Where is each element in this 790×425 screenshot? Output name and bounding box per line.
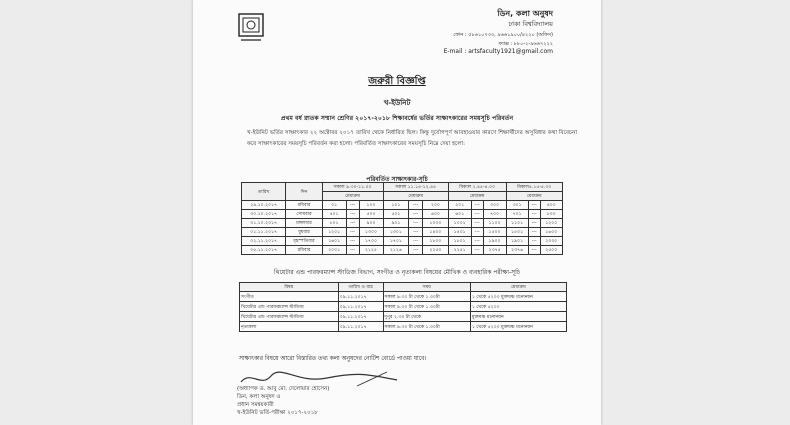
col-slot: বিকাল ২.৪৫-৪.০০: [448, 183, 506, 192]
unit-title: খ-ইউনিট: [383, 99, 411, 107]
cell-subject: নৃত্যকলা: [240, 322, 339, 332]
table-row: [242, 228, 563, 237]
merit-cell: ---: [346, 246, 359, 255]
practical-exam-table: [239, 282, 567, 332]
table-row: [242, 246, 563, 255]
merit-cell: ১০০০: [423, 219, 449, 228]
merit-cell: ১৮০১: [448, 237, 471, 246]
col-subject: বিষয়: [240, 283, 339, 292]
merit-cell: ---: [409, 201, 423, 210]
fax-line: ফ্যাক্স : ৮৮০-২-৯৬৬৭২২২: [498, 41, 553, 47]
signatory-role: ডিন, কলা অনুষদ ও: [237, 394, 281, 400]
row-day: রবিবার: [286, 201, 322, 210]
signatory-role-2: প্রধান সমন্বয়কারী: [237, 402, 274, 408]
merit-cell: ৫০১: [383, 210, 409, 219]
merit-cell: ---: [528, 201, 540, 210]
university-name: ঢাকা বিশ্ববিদ্যালয়: [508, 20, 553, 28]
headline: প্রথম বর্ষ স্নাতক সম্মান শ্রেণির ২০১৭-২০১৮ শিক্ষাবর্ষের ভর্তির সাক্ষাৎকারের সময়সূচি পরিবর্তন: [280, 115, 514, 122]
merit-cell: ৩০০: [483, 201, 506, 210]
row-day: বৃহস্পতিবার: [286, 237, 322, 246]
table-row: [240, 302, 567, 312]
merit-cell: ১৪০০: [423, 228, 449, 237]
merit-cell: ১৭০১: [383, 237, 409, 246]
col-merit: মেধাক্রম: [470, 283, 566, 292]
merit-cell: ৮০০: [540, 210, 562, 219]
row-day: মঙ্গলবার: [286, 219, 322, 228]
table-row: [242, 201, 563, 210]
merit-cell: ১৬০১: [322, 237, 346, 246]
row-day: সোমবার: [286, 210, 322, 219]
merit-cell: ১০০১: [448, 219, 471, 228]
phone-line: ফোন : ৫৮৬১০৭৩৩, ৯৬৬১৯০০/৪২২০ (অফিস): [453, 32, 553, 38]
table-row: [240, 292, 567, 302]
notice-title: জরুরী বিজ্ঞপ্তি: [368, 76, 426, 87]
merit-cell: ১৭০০: [359, 237, 383, 246]
merit-cell: ৫০০: [359, 210, 383, 219]
notice-paragraph: খ-ইউনিট ভর্তির সাক্ষাৎকার ২২ অক্টোবর ২০১৭ তারিখ থেকে নির্ধারিত ছিল। কিন্তু দুর্যোগপূর্ণ আবহাওয়ার কারণে শিক্ষার্থীদের অসুবিধার কথা বিবেচনা করে সাক্ষাৎকারের সময়সূচি পরিবর্তন করা হলো। পরিবর্তিত সাক্ষাৎকারের সময়সূচি নিম্নে দেয়া হলো:: [247, 130, 577, 147]
cell-date: ০৯.১১.২০১৭: [338, 312, 383, 322]
cell-date: ০৯.১১.২০১৭: [338, 292, 383, 302]
schedule-caption: পরিবর্তিত সাক্ষাৎকার-সূচি: [366, 176, 428, 183]
col-date: তারিখ ও বার: [338, 283, 383, 292]
merit-cell: ---: [528, 246, 540, 255]
merit-cell: ২২৫১: [448, 246, 471, 255]
merit-cell: ০১: [322, 201, 346, 210]
row-day: বুধবার: [286, 228, 322, 237]
row-date: ২৯.১০.২০১৭: [242, 201, 286, 210]
table-row: [242, 210, 563, 219]
merit-header: মেধাক্রম: [506, 192, 562, 201]
merit-cell: ---: [528, 219, 540, 228]
cell-subject: থিয়েটার এন্ড পারফরম্যান্স স্টাডিজ: [240, 312, 339, 322]
merit-cell: ---: [471, 246, 483, 255]
row-date: ৩০.১০.২০১৭: [242, 210, 286, 219]
merit-cell: ২৫০০: [540, 246, 562, 255]
merit-cell: ১১০০: [483, 219, 506, 228]
cell-merit: ১ থেকে ৫২০০ মুক্তমঞ্চ মনোনয়ন: [470, 322, 566, 332]
cell-date: ০৯.১১.২০১৭: [338, 302, 383, 312]
merit-cell: ৭০০: [483, 210, 506, 219]
cell-time: সকাল ৯.৩০ টা থেকে ১.৩০টা: [383, 322, 470, 332]
col-slot: বিকাল৪.১৫-৫.৩০: [506, 183, 562, 192]
table-row: [240, 312, 567, 322]
cell-time: সকাল ৯.৩০ টা থেকে ১.৩০টা: [383, 292, 470, 302]
merit-cell: ৬০০: [423, 210, 449, 219]
merit-cell: ১৮০০: [423, 237, 449, 246]
merit-cell: ---: [528, 228, 540, 237]
merit-cell: ২২৫০: [423, 246, 449, 255]
merit-cell: ২০০০: [540, 237, 562, 246]
cell-date: ০৯.১১.২০১৭: [338, 322, 383, 332]
merit-cell: ২৩৭৬: [506, 246, 528, 255]
merit-cell: ৮০১: [322, 219, 346, 228]
merit-cell: ---: [409, 246, 423, 255]
cell-subject: সংগীত: [240, 292, 339, 302]
col-day: দিন: [286, 183, 322, 201]
cell-merit: ১ থেকে ৫২০০: [470, 302, 566, 312]
merit-cell: ১৫০০: [483, 228, 506, 237]
merit-cell: ১৪০১: [448, 228, 471, 237]
merit-cell: ---: [409, 237, 423, 246]
col-time: সময়: [383, 283, 470, 292]
row-date: ০১.১১.২০১৭: [242, 228, 286, 237]
merit-cell: ---: [346, 219, 359, 228]
table-row: [242, 237, 563, 246]
signatory-name: (অধ্যাপক ড. আবু মো: দেলোয়ার হোসেন): [237, 386, 330, 392]
merit-header: মেধাক্রম: [448, 192, 506, 201]
cell-time: সকাল ৯.৩০ টা থেকে ১.৩০টা: [383, 302, 470, 312]
merit-cell: ---: [471, 237, 483, 246]
merit-header: মেধাক্রম: [383, 192, 448, 201]
row-date: ০৫.১১.২০১৭: [242, 246, 286, 255]
merit-cell: ১১০১: [506, 219, 528, 228]
merit-cell: ৯০১: [383, 219, 409, 228]
merit-cell: ১২০০: [540, 219, 562, 228]
col-date: তারিখ: [242, 183, 286, 201]
cell-time: দুপুর ২.৩০ টা থেকে: [383, 312, 470, 322]
row-date: ৩১.১০.২০১৭: [242, 219, 286, 228]
cell-merit: ১ থেকে ৫২০০ মুক্তমঞ্চ মনোনয়ন: [470, 292, 566, 302]
merit-cell: ২০০১: [322, 246, 346, 255]
merit-cell: ---: [471, 210, 483, 219]
cell-merit: মুক্তমঞ্চ মনোনয়ন: [470, 312, 566, 322]
merit-header: মেধাক্রম: [322, 192, 383, 201]
merit-cell: ২১২৬: [383, 246, 409, 255]
merit-cell: ১৩০১: [383, 228, 409, 237]
merit-cell: ---: [346, 201, 359, 210]
university-logo: [237, 12, 265, 44]
col-slot: সকাল ১১.১৫-১২.৪৫: [383, 183, 448, 192]
interview-schedule-table: [241, 182, 563, 255]
merit-cell: ৩০১: [506, 201, 528, 210]
merit-cell: ---: [471, 201, 483, 210]
merit-cell: ---: [528, 237, 540, 246]
merit-cell: ---: [471, 228, 483, 237]
row-date: ০২.১১.২০১৭: [242, 237, 286, 246]
merit-cell: ---: [409, 210, 423, 219]
merit-cell: ---: [346, 237, 359, 246]
merit-cell: ---: [409, 228, 423, 237]
merit-cell: ---: [346, 228, 359, 237]
merit-cell: ২১২৫: [359, 246, 383, 255]
merit-cell: ১৯০১: [506, 237, 528, 246]
merit-cell: ৭০১: [506, 210, 528, 219]
merit-cell: ---: [471, 219, 483, 228]
table-row: [242, 219, 563, 228]
merit-cell: ১০১: [383, 201, 409, 210]
merit-cell: ২৩৭৫: [483, 246, 506, 255]
row-day: রবিবার: [286, 246, 322, 255]
dean-title: ডিন, কলা অনুষদ: [497, 9, 553, 18]
merit-cell: ২০০: [423, 201, 449, 210]
merit-cell: ১৫০১: [506, 228, 528, 237]
merit-cell: ৪০১: [322, 210, 346, 219]
merit-cell: ৯০০: [359, 219, 383, 228]
practical-caption: থিয়েটার এন্ড পারফরম্যান্স স্টাডিজ বিভাগ, সংগীত ও নৃত্যকলা বিষয়ের মৌখিক ও ব্যবহারিক পরীক্ষা-সূচি: [273, 269, 521, 276]
merit-cell: ২০১: [448, 201, 471, 210]
table-row: [240, 322, 567, 332]
merit-cell: ১৬০০: [540, 228, 562, 237]
merit-cell: ১৯০০: [483, 237, 506, 246]
merit-cell: ৬০১: [448, 210, 471, 219]
merit-cell: ১৩০০: [359, 228, 383, 237]
table-header-row: [242, 183, 563, 192]
cell-subject: থিয়েটার এন্ড পারফরম্যান্স স্টাডিজ: [240, 302, 339, 312]
signatory-role-3: খ-ইউনিট ভর্তি-পরীক্ষা ২০১৭-২০১৮: [237, 410, 318, 416]
notice-page: [193, 0, 601, 425]
merit-cell: ৪০০: [540, 201, 562, 210]
merit-cell: ---: [528, 210, 540, 219]
merit-cell: ১২০১: [322, 228, 346, 237]
email-line: E-mail : artsfaculty1921@gmail.com: [443, 48, 553, 55]
table-header-row: [240, 283, 567, 292]
col-slot: সকাল ৯.৩০-১১.০০: [322, 183, 383, 192]
footer-note: সাক্ষাৎকার বিষয়ে আরো বিস্তারিত তথ্য কলা অনুষদের নোটিশ বোর্ডে পাওয়া যাবে।: [239, 356, 427, 362]
merit-cell: ---: [346, 210, 359, 219]
merit-cell: ---: [409, 219, 423, 228]
merit-cell: ১০০: [359, 201, 383, 210]
